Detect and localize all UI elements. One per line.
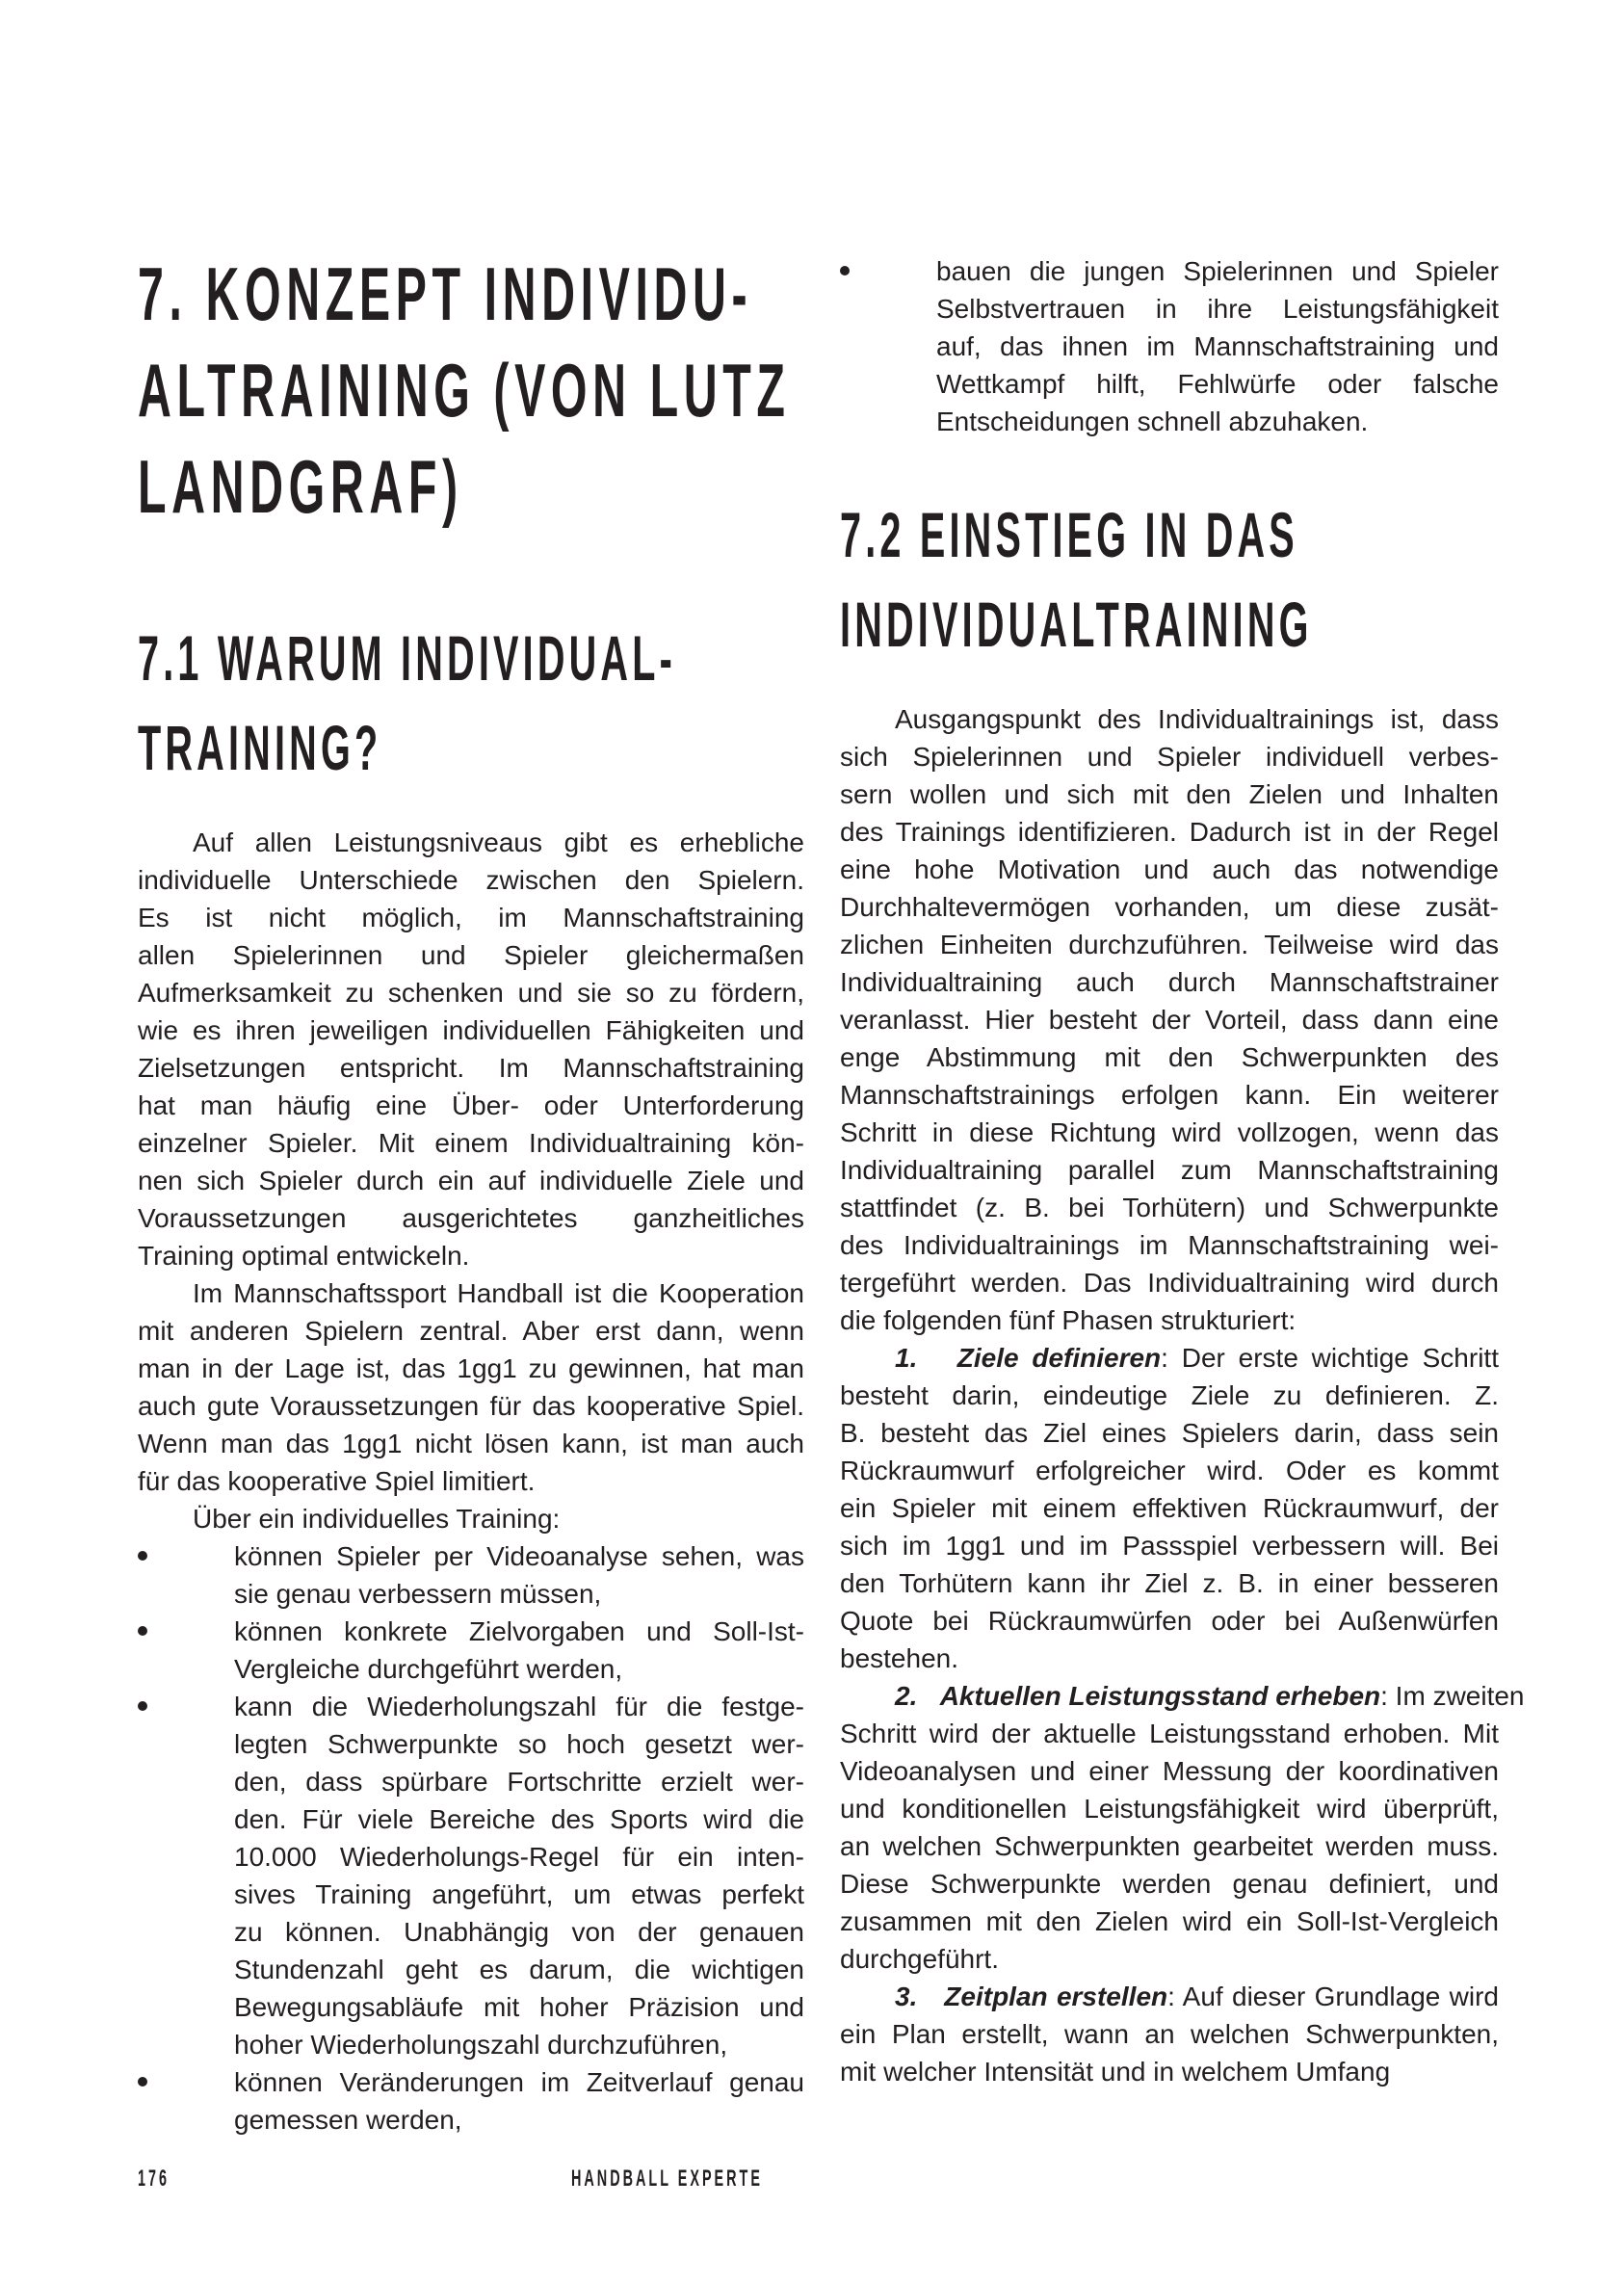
text-line: mit welcher Intensität und in welchem Umfang [840,2057,1391,2087]
bullet-item [840,252,1499,440]
section-7-1-paragraph-1 [138,824,804,1274]
text-line: Über ein individuelles Training: [193,1504,561,1534]
list-intro [138,1500,804,1537]
bullet-list [138,1537,804,2139]
text-line: können Veränderungen im Zeitverlauf genau [234,2067,804,2097]
text-line: den Torhütern kann ihr Ziel z. B. in einer besseren [840,1568,1499,1598]
text-fragment: : Auf dieser Grundlage wird [1167,1982,1499,2011]
section-7-1-paragraph-2 [138,1274,804,1500]
text-line: Auf allen Leistungsniveaus gibt es erhebliche [193,827,804,857]
text-line: Zielsetzungen entspricht. Im Mannschaftstraining [138,1053,804,1083]
running-title: HANDBALL EXPERTE [571,2166,763,2192]
text-line: hat man häufig eine Über- oder Unterforderung [138,1090,804,1120]
section-heading-line: 7.2 EINSTIEG IN DAS [840,499,1298,570]
text-line: gemessen werden, [234,2105,462,2135]
text-line: Individualtraining auch durch Mannschaftstrainer [840,967,1499,997]
text-line: können konkrete Zielvorgaben und Soll-Ist- [234,1616,804,1646]
text-line: sich im 1gg1 und im Passspiel verbessern will. Bei [840,1531,1499,1561]
bullet-item [138,1537,804,1613]
phase-heading-line [840,1978,1499,2015]
text-line: Bewegungsabläufe mit hoher Präzision und [234,1992,804,2022]
left-column [138,246,804,2139]
text-line: Vergleiche durchgeführt werden, [234,1654,623,1684]
bullet-item [138,2063,804,2139]
text-line: können Spieler per Videoanalyse sehen, was [234,1541,804,1571]
phase-number: 3. [895,1982,918,2011]
text-line: die folgenden fünf Phasen strukturiert: [840,1305,1297,1335]
phase-number: 1. [895,1343,918,1373]
text-line: auf, das ihnen im Mannschaftstraining und [936,331,1499,361]
text-line: wie es ihren jeweiligen individuellen Fähigkeiten und [138,1015,804,1045]
text-line: Diese Schwerpunkte werden genau definiert, und [840,1869,1499,1899]
text-line: man in der Lage ist, das 1gg1 zu gewinnen, hat man [138,1353,804,1383]
bullet-item [138,1613,804,1688]
text-line: den, dass spürbare Fortschritte erzielt wer- [234,1767,804,1797]
text-line: eine hohe Motivation und auch das notwendige [840,854,1499,884]
bullet-icon [840,266,850,276]
phase-number: 2. [895,1681,918,1711]
phase-heading-line [840,1339,1499,1377]
text-line: auch gute Voraussetzungen für das kooperative Spiel. [138,1391,804,1421]
text-fragment: : Im zweiten [1380,1681,1525,1711]
right-column [840,252,1525,2090]
text-line: durchgeführt. [840,1944,999,1974]
bullet-item [138,1688,804,2063]
text-line: Aufmerksamkeit zu schenken und sie so zu fördern, [138,978,804,1008]
text-line: sives Training angeführt, um etwas perfekt [234,1879,804,1909]
text-line: für das kooperative Spiel limitiert. [138,1466,536,1496]
text-line: zu können. Unabhängig von der genauen [234,1917,804,1947]
chapter-title-line: 7. KONZEPT INDIVIDU- [138,251,753,336]
text-line: sern wollen und sich mit den Zielen und Inhalten [840,779,1499,809]
text-line: Individualtraining parallel zum Mannschaftstraining [840,1155,1499,1185]
chapter-title-line: ALTRAINING (VON LUTZ [138,348,791,433]
page-footer [138,2166,1486,2194]
section-heading-line: INDIVIDUALTRAINING [840,589,1313,660]
text-line: Schritt wird der aktuelle Leistungsstand erhoben. Mit [840,1719,1499,1748]
page-number: 176 [138,2166,170,2192]
bullet-list-continued [840,252,1499,440]
text-line: und konditionellen Leistungsfähigkeit wird überprüft, [840,1794,1499,1824]
text-line: legten Schwerpunkte so hoch gesetzt wer- [234,1729,804,1759]
phase-heading-line [840,1677,1525,1715]
text-line: Wenn man das 1gg1 nicht lösen kann, ist man auch [138,1429,804,1458]
text-line: Entscheidungen schnell abzuhaken. [936,407,1369,436]
text-line: Quote bei Rückraumwürfen oder bei Außenwürfen [840,1606,1499,1636]
text-line: des Trainings identifizieren. Dadurch ist in der Regel [840,817,1499,847]
text-line: Durchhaltevermögen vorhanden, um diese zusät- [840,892,1499,922]
text-line: nen sich Spieler durch ein auf individuelle Ziele und [138,1166,804,1195]
text-line: Schritt in diese Richtung wird vollzogen, wenn das [840,1117,1499,1147]
bullet-icon [138,2077,147,2087]
text-line: zlichen Einheiten durchzuführen. Teilweise wird das [840,930,1499,959]
text-line: Es ist nicht möglich, im Mannschaftstraining [138,903,804,932]
text-line: stattfindet (z. B. bei Torhütern) und Schwerpunkte [840,1193,1499,1222]
text-line: den. Für viele Bereiche des Sports wird die [234,1804,804,1834]
text-line: sich Spielerinnen und Spieler individuell verbes- [840,742,1499,772]
text-line: tergeführt werden. Das Individualtraining wird durch [840,1268,1499,1298]
phase-title: Zeitplan erstellen [944,1982,1168,2011]
phase-3 [840,1978,1499,2090]
bullet-icon [138,1626,147,1636]
phase-title: Aktuellen Leistungsstand erheben [939,1681,1381,1711]
text-line: mit anderen Spielern zentral. Aber erst dann, wenn [138,1316,804,1346]
text-line: ein Plan erstellt, wann an welchen Schwerpunkten, [840,2019,1499,2049]
text-line: 10.000 Wiederholungs-Regel für ein inten- [234,1842,804,1872]
section-heading-line: TRAINING? [138,712,382,783]
text-line: Training optimal entwickeln. [138,1241,470,1271]
section-7-1-heading [138,614,805,793]
text-line: ein Spieler mit einem effektiven Rückraumwurf, der [840,1493,1499,1523]
phase-2 [840,1677,1525,1978]
text-line: an welchen Schwerpunkten gearbeitet werden muss. [840,1831,1499,1861]
text-line: Voraussetzungen ausgerichtetes ganzheitliches [138,1203,804,1233]
text-line: sie genau verbessern müssen, [234,1579,602,1609]
text-line: bauen die jungen Spielerinnen und Spieler [936,256,1499,286]
text-fragment: : Der erste wichtige Schritt [1161,1343,1499,1373]
section-7-2-paragraph-1 [840,700,1499,1339]
text-line: kann die Wiederholungszahl für die festge- [234,1692,804,1721]
section-7-2-heading [840,490,1500,669]
text-line: Ausgangspunkt des Individualtrainings ist, dass [895,704,1499,734]
text-line: hoher Wiederholungszahl durchzuführen, [234,2030,728,2060]
text-line: Rückraumwurf erfolgreicher wird. Oder es kommt [840,1456,1499,1485]
text-line: einzelner Spieler. Mit einem Individualtraining kön- [138,1128,804,1158]
text-line: Im Mannschaftssport Handball ist die Kooperation [193,1278,804,1308]
chapter-title-line: LANDGRAF) [138,444,463,529]
chapter-title [138,246,803,535]
text-line: bestehen. [840,1643,958,1673]
section-heading-line: 7.1 WARUM INDIVIDUAL- [138,622,677,694]
text-line: allen Spielerinnen und Spieler gleichermaßen [138,940,804,970]
text-line: besteht darin, eindeutige Ziele zu definieren. Z. [840,1380,1499,1410]
phase-title: Ziele definieren [956,1343,1162,1373]
text-line: zusammen mit den Zielen wird ein Soll-Ist-Vergleich [840,1906,1499,1936]
text-line: Videoanalysen und einer Messung der koordinativen [840,1756,1499,1786]
text-line: Wettkampf hilft, Fehlwürfe oder falsche [936,369,1499,399]
text-line: Selbstvertrauen in ihre Leistungsfähigkeit [936,294,1499,324]
text-line: veranlasst. Hier besteht der Vorteil, dass dann eine [840,1005,1499,1035]
text-line: Mannschaftstrainings erfolgen kann. Ein weiterer [840,1080,1499,1110]
text-line: enge Abstimmung mit den Schwerpunkten des [840,1042,1499,1072]
text-line: B. besteht das Ziel eines Spielers darin, dass sein [840,1418,1499,1448]
text-line: des Individualtrainings im Mannschaftstraining wei- [840,1230,1499,1260]
bullet-icon [138,1701,147,1711]
phase-1 [840,1339,1499,1677]
text-line: Stundenzahl geht es darum, die wichtigen [234,1955,804,1984]
bullet-icon [138,1551,147,1561]
text-line: individuelle Unterschiede zwischen den Spielern. [138,865,804,895]
